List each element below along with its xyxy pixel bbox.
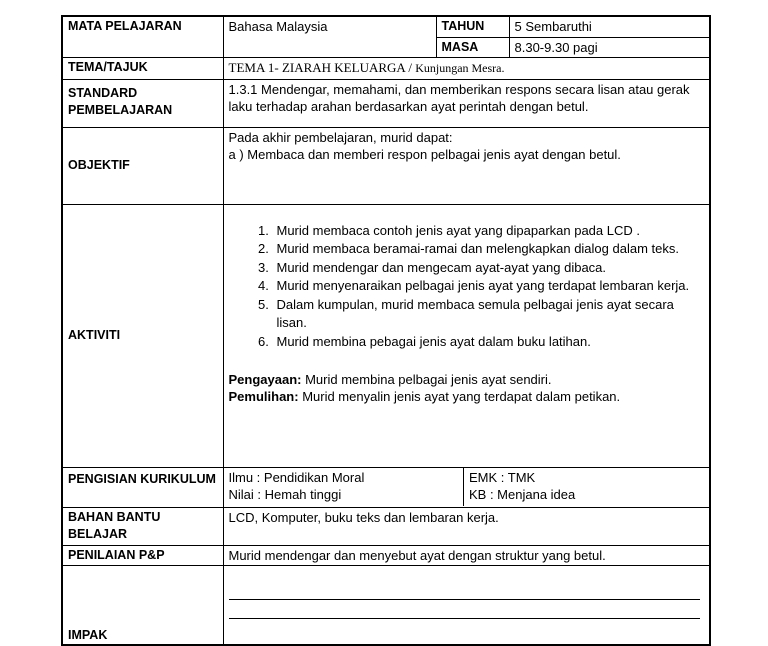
curriculum-label: PENGISIAN KURIKULUM — [62, 467, 223, 507]
activity-item: 2. Murid membaca beramai-ramai dan melengkapkan dialog dalam teks. — [273, 240, 705, 259]
remedial-text: Murid menyalin jenis ayat yang terdapat dalam petikan. — [298, 389, 621, 404]
theme-value — [223, 57, 710, 79]
lesson-plan-document — [61, 15, 709, 646]
impact-value — [223, 565, 710, 645]
standard-row — [62, 79, 710, 127]
impact-row — [62, 565, 710, 645]
theme-row — [62, 57, 710, 79]
impact-label: IMPAK — [62, 565, 223, 645]
curriculum-inner-table — [229, 468, 710, 506]
curriculum-row — [62, 467, 710, 507]
subject-value: Bahasa Malaysia — [223, 16, 436, 57]
enrichment-label: Pengayaan: — [228, 372, 302, 387]
year-value: 5 Sembaruthi — [509, 16, 710, 37]
lesson-plan-table — [61, 15, 711, 646]
assessment-row — [62, 545, 710, 565]
activity-item: 5. Dalam kumpulan, murid membaca semula pelbagai jenis ayat secara lisan. — [273, 296, 705, 333]
activities-value — [223, 204, 710, 467]
materials-value: LCD, Komputer, buku teks dan lembaran kerja. — [223, 507, 710, 545]
theme-title: TEMA 1- ZIARAH KELUARGA / — [228, 59, 416, 75]
subject-row — [62, 16, 710, 37]
curriculum-value — [223, 467, 710, 507]
activity-item: 3. Murid mendengar dan mengecam ayat-ayat yang dibaca. — [273, 259, 705, 278]
materials-row — [62, 507, 710, 545]
remedial-line — [229, 388, 705, 405]
time-label: MASA — [436, 37, 509, 57]
time-value: 8.30-9.30 pagi — [509, 37, 710, 57]
theme-label: TEMA/TAJUK — [62, 57, 223, 79]
standard-label: STANDARD PEMBELAJARAN — [62, 79, 223, 127]
year-label: TAHUN — [436, 16, 509, 37]
activity-item: 4. Murid menyenaraikan pelbagai jenis ayat yang terdapat lembaran kerja. — [273, 277, 705, 296]
subject-label: MATA PELAJARAN — [62, 16, 223, 57]
theme-subtitle: Kunjungan Mesra. — [415, 60, 505, 75]
assessment-value: Murid mendengar dan menyebut ayat dengan struktur yang betul. — [223, 545, 710, 565]
nilai-value: Nilai : Hemah tinggi — [228, 486, 342, 502]
emk-value: EMK : TMK — [464, 468, 710, 486]
impact-blank-line — [229, 581, 701, 600]
activities-row — [62, 204, 710, 467]
objective-label: OBJEKTIF — [62, 127, 223, 204]
kb-value: KB : Menjana idea — [464, 486, 710, 506]
standard-value: 1.3.1 Mendengar, memahami, dan memberikan respons secara lisan atau gerak laku terhadap arahan berdasarkan ayat perintah dengan betul. — [223, 79, 710, 127]
objective-row — [62, 127, 710, 204]
materials-label: BAHAN BANTU BELAJAR — [62, 507, 223, 545]
remedial-label: Pemulihan: — [228, 389, 299, 404]
objective-item: a ) Membaca dan memberi respon pelbagai jenis ayat dengan betul. — [228, 146, 621, 162]
activities-label: AKTIVITI — [62, 204, 223, 467]
impact-blank-line — [229, 600, 701, 619]
activity-item: 1. Murid membaca contoh jenis ayat yang dipaparkan pada LCD . — [273, 222, 705, 241]
ilmu-value: Ilmu : Pendidikan Moral — [228, 469, 365, 485]
objective-intro: Pada akhir pembelajaran, murid dapat: — [228, 129, 453, 145]
assessment-label: PENILAIAN P&P — [62, 545, 223, 565]
objective-value — [223, 127, 710, 204]
enrichment-text: Murid membina pelbagai jenis ayat sendiri. — [301, 372, 552, 387]
enrichment-line — [229, 371, 705, 388]
activities-list — [229, 222, 705, 352]
activity-item: 6. Murid membina pebagai jenis ayat dalam buku latihan. — [273, 333, 705, 352]
